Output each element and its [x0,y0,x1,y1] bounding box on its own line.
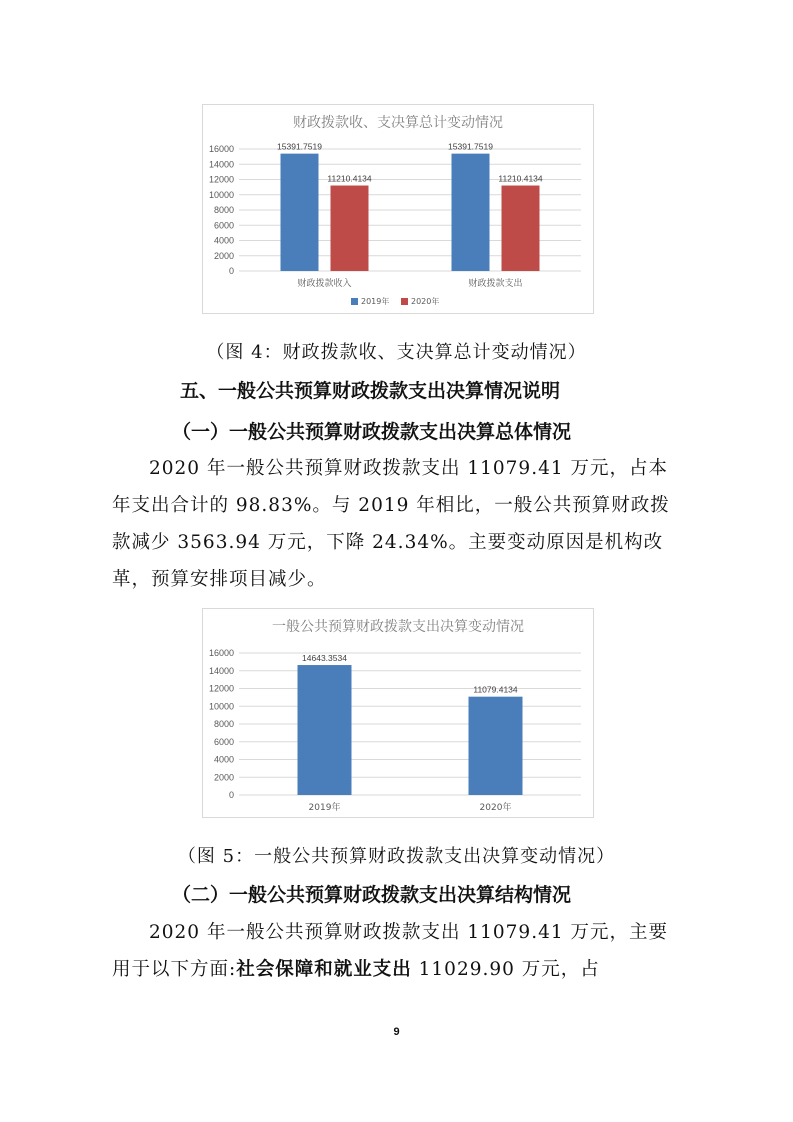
paragraph-structure-text [112,914,672,988]
figure-5-caption: （图 5：一般公共预算财政拨款支出决算变动情况） [177,846,616,867]
category-label: 2019年 [308,803,341,813]
y-tick-label: 0 [228,266,234,276]
y-tick-label: 4000 [213,754,234,765]
paragraph-structure-part-c: 11029.90 万元，占 [411,959,600,980]
bar [331,186,369,271]
category-label: 财政拨款收入 [297,279,352,289]
page-number: 9 [393,1026,400,1038]
subsection-2-heading: （二）一般公共预算财政拨款支出决算结构情况 [172,884,572,906]
data-label: 11210.4134 [327,173,372,184]
chart-title: 一般公共预算财政拨款支出决算变动情况 [272,619,524,635]
y-tick-label: 14000 [208,665,234,676]
paragraph-structure-part-a: 2020 年一般公共预算财政拨款支出 11079.41 万元，主要用于以下方面: [112,922,668,980]
data-label: 11079.4134 [473,684,518,695]
legend-label: 2019年 [361,297,390,306]
bar [281,154,319,271]
y-tick-label: 6000 [213,736,234,747]
paragraph-structure [112,914,672,988]
y-tick-label: 2000 [213,772,234,783]
y-tick-label: 10000 [208,189,234,200]
y-tick-label: 12000 [208,174,234,185]
legend-label: 2020年 [411,297,440,306]
figure-4-caption: （图 4：财政拨款收、支决算总计变动情况） [206,342,587,363]
category-label: 2020年 [479,803,512,813]
bar [502,186,540,271]
y-tick-label: 0 [228,790,234,800]
paragraph-overall [112,450,672,598]
subsection-1-heading: （一）一般公共预算财政拨款支出决算总体情况 [172,421,572,443]
y-tick-label: 16000 [208,648,234,658]
bar [298,665,352,795]
paragraph-overall-text: 2020 年一般公共预算财政拨款支出 11079.41 万元，占本年支出合计的 98.83%。与 2019 年相比，一般公共预算财政拨款减少 3563.94 万元，下降 24.34%。主要变动原因是机构改革，预算安排项目减少。 [112,458,670,590]
data-label: 15391.7519 [448,141,493,152]
y-tick-label: 2000 [213,250,234,261]
y-tick-label: 8000 [213,205,234,215]
data-label: 15391.7519 [277,141,322,152]
chart-general-budget-expense-svg [203,609,593,817]
bar [469,697,523,795]
paragraph-structure-social-security: 社会保障和就业支出 [236,959,412,980]
y-tick-label: 4000 [213,235,234,246]
chart-title: 财政拨款收、支决算总计变动情况 [293,115,503,131]
section-5-heading: 五、一般公共预算财政拨款支出决算情况说明 [180,380,561,402]
legend-swatch [351,298,358,305]
y-tick-label: 10000 [208,701,234,712]
chart-general-budget-expense [202,608,594,818]
data-label: 14643.3534 [302,653,347,664]
chart-fiscal-income-expense [202,104,594,314]
y-tick-label: 16000 [208,144,234,154]
y-tick-label: 14000 [208,159,234,170]
chart-fiscal-income-expense-svg [203,105,593,313]
y-tick-label: 6000 [213,220,234,231]
y-tick-label: 12000 [208,683,234,694]
legend-swatch [401,298,408,305]
bar [452,154,490,271]
y-tick-label: 8000 [213,719,234,729]
data-label: 11210.4134 [498,173,543,184]
category-label: 财政拨款支出 [468,279,523,289]
